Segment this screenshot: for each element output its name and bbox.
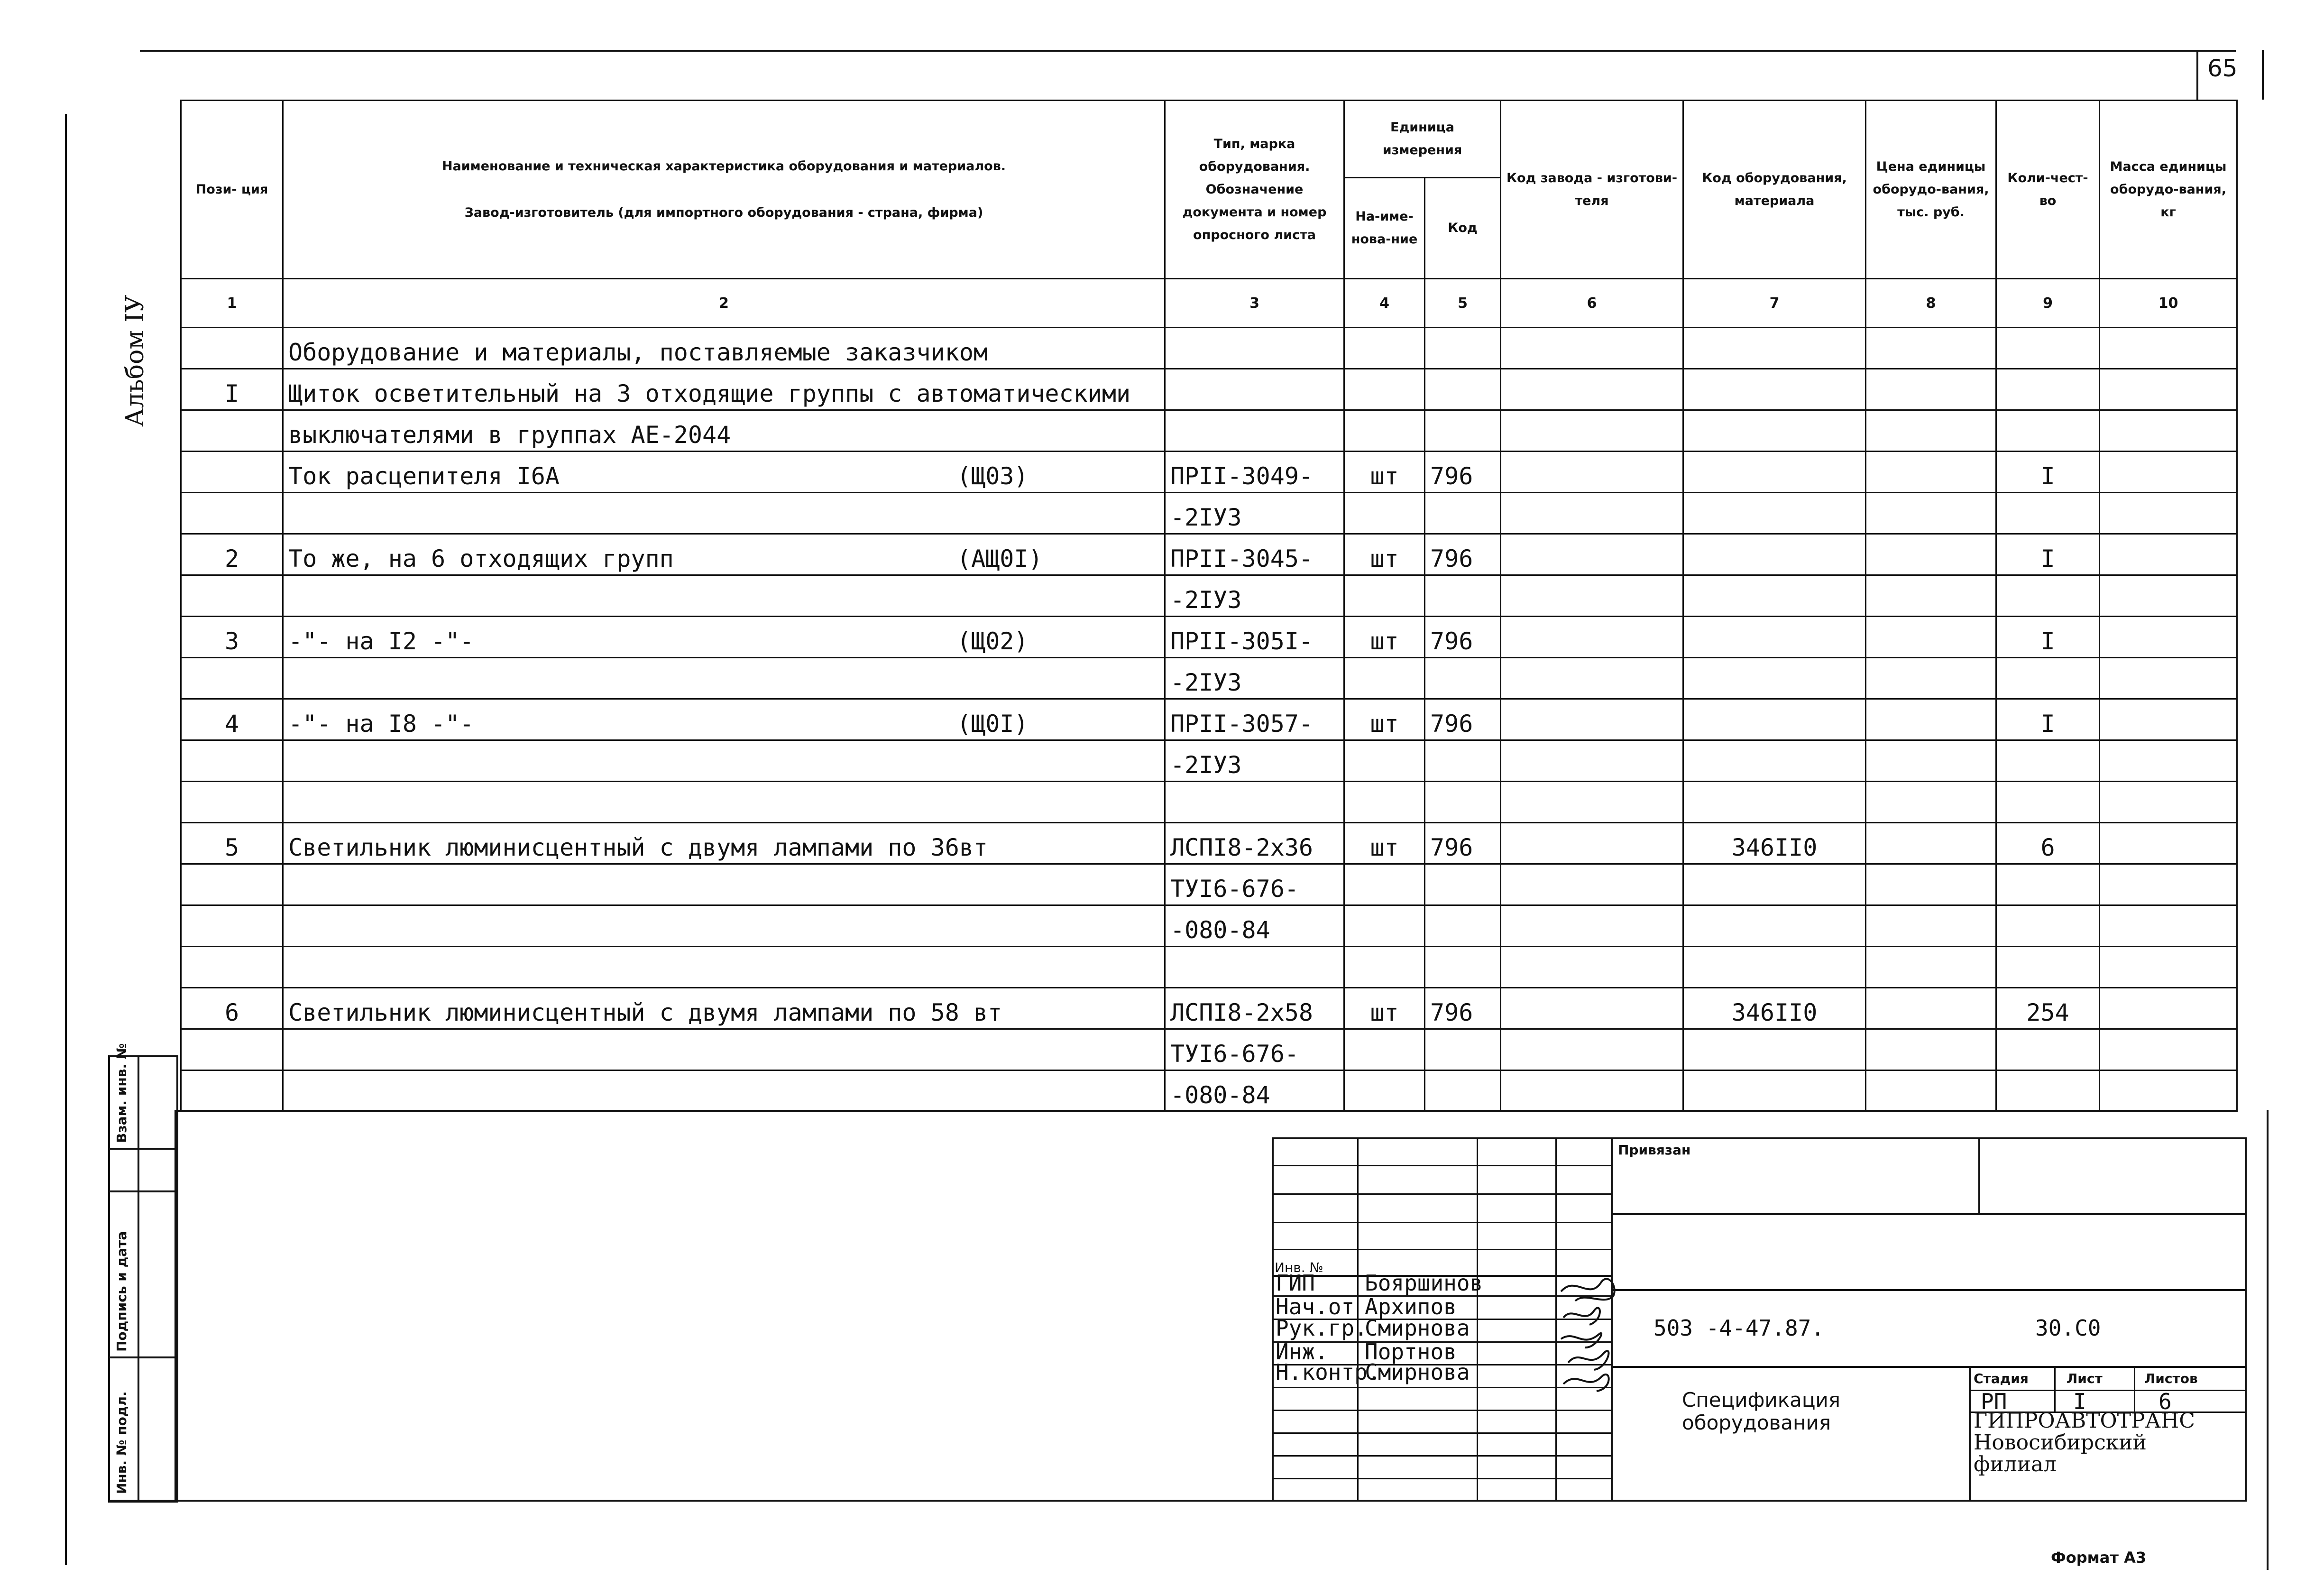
cell-equip-code: [1683, 905, 1866, 947]
cell-name: Щиток осветительный на 3 отходящие группы с автоматическими: [283, 369, 1165, 410]
cell-equip-code: [1683, 534, 1866, 575]
cell-equip-code: [1683, 947, 1866, 988]
cell-type: ЛСПI8-2x36: [1165, 823, 1344, 864]
tb-attached: Привязан: [1618, 1142, 1691, 1158]
cell-qty: [1996, 575, 2100, 617]
cell-unit-code: 796: [1425, 699, 1501, 740]
cell-pos: 5: [181, 823, 283, 864]
left-stamp-sep: [108, 1148, 175, 1150]
col-number: 7: [1683, 279, 1866, 328]
lower-area-top: [175, 1110, 2237, 1112]
table-row: [181, 575, 2237, 617]
tb-row: [1272, 1455, 1611, 1457]
cell-mass: [2100, 823, 2237, 864]
page-number-box-left: [2196, 50, 2198, 100]
cell-unit-code: [1425, 410, 1501, 452]
header-pos: Пози- ция: [181, 101, 283, 279]
cell-type: [1165, 328, 1344, 369]
cell-pos: [181, 1029, 283, 1070]
cell-mass: [2100, 328, 2237, 369]
cell-unit: шт: [1344, 617, 1425, 658]
table-row: [181, 699, 2237, 740]
cell-factory-code: [1501, 493, 1683, 534]
cell-unit: [1344, 658, 1425, 699]
organization: ГИПРОАВТОТРАНС Новосибирский филиал: [1974, 1409, 2195, 1476]
cell-pos: I: [181, 369, 283, 410]
cell-unit-code: 796: [1425, 988, 1501, 1029]
cell-qty: [1996, 328, 2100, 369]
cell-name: [283, 947, 1165, 988]
cell-type: [1165, 369, 1344, 410]
cell-mass: [2100, 782, 2237, 823]
cell-unit: [1344, 493, 1425, 534]
cell-unit: шт: [1344, 452, 1425, 493]
tb-row: [1272, 1222, 1611, 1223]
cell-unit-code: [1425, 947, 1501, 988]
cell-qty: [1996, 493, 2100, 534]
cell-price: [1866, 328, 1996, 369]
cell-mark: (Щ02): [957, 627, 1029, 655]
cell-unit-code: [1425, 864, 1501, 905]
cell-mark: (Щ0I): [957, 710, 1029, 738]
cell-unit-code: [1425, 782, 1501, 823]
cell-price: [1866, 988, 1996, 1029]
cell-price: [1866, 864, 1996, 905]
tb-person: Портнов: [1365, 1339, 1457, 1365]
col-number: 10: [2100, 279, 2237, 328]
table-row: [181, 328, 2237, 369]
col-number: 2: [283, 279, 1165, 328]
tb-stage-col: [2054, 1366, 2056, 1411]
cell-mass: [2100, 575, 2237, 617]
cell-equip-code: 346II0: [1683, 823, 1866, 864]
cell-unit: [1344, 905, 1425, 947]
cell-unit-code: 796: [1425, 534, 1501, 575]
cell-name: выключателями в группах АЕ-2044: [283, 410, 1165, 452]
cell-mass: [2100, 1070, 2237, 1112]
cell-unit: [1344, 947, 1425, 988]
cell-unit: [1344, 782, 1425, 823]
cell-mass: [2100, 1029, 2237, 1070]
cell-type: [1165, 782, 1344, 823]
doc-title: Спецификация оборудования: [1682, 1388, 1840, 1434]
cell-price: [1866, 369, 1996, 410]
cell-price: [1866, 699, 1996, 740]
tb-role: Инж.: [1276, 1339, 1328, 1365]
cell-equip-code: 346II0: [1683, 988, 1866, 1029]
sheet-label: Лист: [2067, 1371, 2103, 1386]
cell-unit: [1344, 864, 1425, 905]
sheet-value: I: [2073, 1389, 2086, 1414]
stamp-vzam-inv: Взам. инв. №: [114, 1043, 129, 1143]
cell-pos: [181, 740, 283, 782]
cell-pos: [181, 575, 283, 617]
cell-qty: I: [1996, 617, 2100, 658]
cell-unit: шт: [1344, 534, 1425, 575]
cell-unit-code: [1425, 493, 1501, 534]
tb-stage-left: [1969, 1366, 1971, 1501]
page-number-box-right: [2262, 50, 2264, 100]
header-mass: Масса единицы оборудо-вания, кг: [2100, 101, 2237, 279]
header-qty: Коли-чест-во: [1996, 101, 2100, 279]
col-number: 4: [1344, 279, 1425, 328]
cell-pos: [181, 782, 283, 823]
tb-attached-divider: [1978, 1137, 1980, 1213]
left-stamp-sep: [108, 1356, 175, 1358]
cell-mass: [2100, 369, 2237, 410]
title-block: [1272, 1137, 2247, 1501]
stamp-signature-date: Подпись и дата: [114, 1231, 129, 1352]
tb-inv-no: Инв. №: [1275, 1260, 1323, 1275]
tb-row: [1272, 1193, 1611, 1195]
cell-mass: [2100, 947, 2237, 988]
cell-unit-code: [1425, 658, 1501, 699]
cell-qty: [1996, 1070, 2100, 1112]
left-stamp-divider: [138, 1055, 139, 1501]
tb-row: [1272, 1432, 1611, 1434]
cell-pos: 3: [181, 617, 283, 658]
cell-unit-code: [1425, 1029, 1501, 1070]
cell-name: -"- на I8 -"- (Щ0I): [283, 699, 1165, 740]
tb-row: [1272, 1478, 1611, 1479]
table-row: [181, 410, 2237, 452]
table-row: [181, 988, 2237, 1029]
tb-person: Смирнова: [1365, 1315, 1470, 1341]
tb-row: [1272, 1410, 1611, 1411]
cell-price: [1866, 452, 1996, 493]
cell-type: -2IУ3: [1165, 740, 1344, 782]
tb-role: Нач.от: [1276, 1294, 1355, 1319]
col-number: 6: [1501, 279, 1683, 328]
cell-pos: 4: [181, 699, 283, 740]
cell-unit-code: 796: [1425, 617, 1501, 658]
cell-name: [283, 658, 1165, 699]
cell-equip-code: [1683, 658, 1866, 699]
cell-qty: I: [1996, 534, 2100, 575]
top-border: [140, 50, 2236, 52]
doc-code: 503 -4-47.87.: [1653, 1315, 1825, 1341]
cell-mass: [2100, 988, 2237, 1029]
table-row: [181, 1070, 2237, 1112]
cell-pos: [181, 947, 283, 988]
table-row: [181, 782, 2237, 823]
tb-row: [1272, 1165, 1611, 1166]
cell-mass: [2100, 617, 2237, 658]
cell-qty: [1996, 369, 2100, 410]
cell-equip-code: [1683, 575, 1866, 617]
cell-factory-code: [1501, 947, 1683, 988]
cell-equip-code: [1683, 328, 1866, 369]
cell-qty: [1996, 947, 2100, 988]
cell-price: [1866, 905, 1996, 947]
cell-price: [1866, 617, 1996, 658]
cell-pos: 2: [181, 534, 283, 575]
cell-name: [283, 905, 1165, 947]
cell-factory-code: [1501, 1029, 1683, 1070]
cell-factory-code: [1501, 452, 1683, 493]
cell-unit-code: [1425, 575, 1501, 617]
cell-price: [1866, 493, 1996, 534]
cell-equip-code: [1683, 452, 1866, 493]
cell-type: -080-84: [1165, 905, 1344, 947]
col-number: 3: [1165, 279, 1344, 328]
cell-qty: [1996, 740, 2100, 782]
cell-factory-code: [1501, 699, 1683, 740]
cell-factory-code: [1501, 658, 1683, 699]
cell-mass: [2100, 534, 2237, 575]
cell-equip-code: [1683, 782, 1866, 823]
cell-factory-code: [1501, 534, 1683, 575]
sheet-code: 30.С0: [2035, 1315, 2101, 1341]
cell-mark: (АЩ0I): [957, 545, 1043, 572]
cell-unit: [1344, 1070, 1425, 1112]
cell-factory-code: [1501, 410, 1683, 452]
header-name-line2: Завод-изготовитель (для импортного оборудования - страна, фирма): [464, 205, 983, 220]
cell-type: ЛСПI8-2x58: [1165, 988, 1344, 1029]
tb-stage-col: [2134, 1366, 2135, 1411]
tb-role: Н.контр.: [1276, 1359, 1381, 1385]
header-factory-code: Код завода - изготови-теля: [1501, 101, 1683, 279]
table-row: [181, 864, 2237, 905]
cell-name: [283, 864, 1165, 905]
cell-price: [1866, 575, 1996, 617]
table-row: [181, 823, 2237, 864]
table-row: [181, 905, 2237, 947]
cell-unit: шт: [1344, 988, 1425, 1029]
header-unit: Единица измерения: [1344, 101, 1501, 178]
cell-qty: [1996, 905, 2100, 947]
cell-pos: [181, 864, 283, 905]
cell-name: -"- на I2 -"- (Щ02): [283, 617, 1165, 658]
cell-factory-code: [1501, 369, 1683, 410]
tb-row: [1611, 1289, 2246, 1291]
header-name-line1: Наименование и техническая характеристика оборудования и материалов.: [441, 158, 1006, 174]
tb-right: [2245, 1137, 2247, 1501]
cell-type: -2IУ3: [1165, 493, 1344, 534]
cell-name: Оборудование и материалы, поставляемые заказчиком: [283, 328, 1165, 369]
header-equip-code: Код оборудования, материала: [1683, 101, 1866, 279]
cell-pos: [181, 410, 283, 452]
cell-qty: [1996, 864, 2100, 905]
tb-top: [1272, 1137, 2247, 1139]
cell-pos: 6: [181, 988, 283, 1029]
cell-factory-code: [1501, 988, 1683, 1029]
cell-price: [1866, 782, 1996, 823]
cell-unit: [1344, 740, 1425, 782]
page-number: 65: [2207, 55, 2238, 82]
table-row: [181, 369, 2237, 410]
tb-person: Смирнова: [1365, 1359, 1470, 1385]
cell-mass: [2100, 658, 2237, 699]
table-row: [181, 1029, 2237, 1070]
cell-factory-code: [1501, 905, 1683, 947]
cell-type: ПРII-3057-: [1165, 699, 1344, 740]
cell-name: Ток расцепителя I6A (Щ03): [283, 452, 1165, 493]
cell-mass: [2100, 452, 2237, 493]
cell-type: ТУI6-676-: [1165, 864, 1344, 905]
cell-pos: [181, 452, 283, 493]
cell-name: [283, 493, 1165, 534]
header-name: [283, 101, 1165, 279]
cell-type: -080-84: [1165, 1070, 1344, 1112]
cell-qty: I: [1996, 452, 2100, 493]
cell-name: [283, 740, 1165, 782]
cell-equip-code: [1683, 740, 1866, 782]
cell-type: [1165, 410, 1344, 452]
cell-name: [283, 575, 1165, 617]
header-type: Тип, марка оборудования. Обозначение документа и номер опросного листа: [1165, 101, 1344, 279]
cell-qty: [1996, 782, 2100, 823]
cell-price: [1866, 740, 1996, 782]
col-number: 1: [181, 279, 283, 328]
tb-person: Бояршинов: [1365, 1270, 1483, 1296]
tb-row: [1272, 1249, 1611, 1250]
cell-qty: 6: [1996, 823, 2100, 864]
album-label: Альбом IУ: [121, 295, 149, 427]
cell-unit-code: [1425, 1070, 1501, 1112]
table-row: [181, 617, 2237, 658]
header-price: Цена единицы оборудо-вания, тыс. руб.: [1866, 101, 1996, 279]
tb-role: ГИП: [1276, 1270, 1315, 1296]
cell-equip-code: [1683, 369, 1866, 410]
left-stamp-sep: [108, 1190, 175, 1192]
cell-pos: [181, 1070, 283, 1112]
spec-table: [180, 100, 2238, 1112]
cell-type: ТУI6-676-: [1165, 1029, 1344, 1070]
cell-pos: [181, 493, 283, 534]
cell-unit: [1344, 328, 1425, 369]
cell-unit: [1344, 575, 1425, 617]
cell-type: ПРII-305I-: [1165, 617, 1344, 658]
cell-factory-code: [1501, 782, 1683, 823]
col-number: 8: [1866, 279, 1996, 328]
cell-factory-code: [1501, 823, 1683, 864]
cell-equip-code: [1683, 864, 1866, 905]
cell-mass: [2100, 905, 2237, 947]
cell-price: [1866, 1029, 1996, 1070]
cell-factory-code: [1501, 617, 1683, 658]
cell-unit-code: 796: [1425, 452, 1501, 493]
cell-unit-code: [1425, 369, 1501, 410]
tb-person: Архипов: [1365, 1294, 1457, 1319]
signatures: [1556, 1273, 1632, 1396]
cell-unit: [1344, 369, 1425, 410]
spec-body: [181, 328, 2237, 1112]
cell-mark: (Щ03): [957, 462, 1029, 490]
cell-mass: [2100, 699, 2237, 740]
cell-price: [1866, 410, 1996, 452]
stage-value: РП: [1981, 1389, 2007, 1414]
cell-price: [1866, 658, 1996, 699]
cell-factory-code: [1501, 1070, 1683, 1112]
col-number: 9: [1996, 279, 2100, 328]
table-row: [181, 493, 2237, 534]
cell-name: [283, 1070, 1165, 1112]
tb-row: [1611, 1366, 2246, 1368]
tb-stage-row: [1969, 1390, 2246, 1391]
cell-price: [1866, 534, 1996, 575]
cell-qty: [1996, 658, 2100, 699]
cell-equip-code: [1683, 493, 1866, 534]
cell-factory-code: [1501, 864, 1683, 905]
cell-qty: [1996, 410, 2100, 452]
cell-type: ПРII-3045-: [1165, 534, 1344, 575]
cell-unit: [1344, 1029, 1425, 1070]
cell-unit-code: 796: [1425, 823, 1501, 864]
header-unit-name: На-име-нова-ние: [1344, 178, 1425, 279]
cell-price: [1866, 1070, 1996, 1112]
sheets-label: Листов: [2144, 1371, 2198, 1386]
cell-factory-code: [1501, 740, 1683, 782]
tb-row: [1611, 1213, 2246, 1215]
cell-price: [1866, 947, 1996, 988]
right-page-line: [2267, 1110, 2269, 1570]
cell-pos: [181, 658, 283, 699]
cell-mass: [2100, 493, 2237, 534]
stage-label: Стадия: [1974, 1371, 2029, 1386]
cell-mass: [2100, 410, 2237, 452]
cell-type: [1165, 947, 1344, 988]
sheets-value: 6: [2159, 1389, 2172, 1414]
cell-qty: [1996, 1029, 2100, 1070]
cell-unit: шт: [1344, 823, 1425, 864]
stamp-inv-podl: Инв. № подл.: [114, 1391, 129, 1494]
cell-name: [283, 782, 1165, 823]
cell-equip-code: [1683, 410, 1866, 452]
cell-pos: [181, 328, 283, 369]
cell-type: -2IУ3: [1165, 575, 1344, 617]
cell-qty: I: [1996, 699, 2100, 740]
cell-unit-code: [1425, 905, 1501, 947]
cell-equip-code: [1683, 617, 1866, 658]
table-row: [181, 658, 2237, 699]
cell-price: [1866, 823, 1996, 864]
cell-name: То же, на 6 отходящих групп (АЩ0I): [283, 534, 1165, 575]
lower-area-left: [175, 1110, 176, 1501]
cell-name: [283, 1029, 1165, 1070]
cell-unit-code: [1425, 328, 1501, 369]
format-label: Формат А3: [2051, 1549, 2147, 1567]
cell-unit: шт: [1344, 699, 1425, 740]
tb-role: Рук.гр.: [1276, 1315, 1368, 1341]
left-page-line: [65, 114, 67, 1565]
cell-equip-code: [1683, 1029, 1866, 1070]
cell-equip-code: [1683, 699, 1866, 740]
table-row: [181, 947, 2237, 988]
cell-name: Светильник люминисцентный с двумя лампами по 36вт: [283, 823, 1165, 864]
cell-qty: 254: [1996, 988, 2100, 1029]
header-unit-code: Код: [1425, 178, 1501, 279]
cell-mass: [2100, 864, 2237, 905]
table-row: [181, 740, 2237, 782]
cell-unit-code: [1425, 740, 1501, 782]
cell-name: Светильник люминисцентный с двумя лампами по 58 вт: [283, 988, 1165, 1029]
cell-unit: [1344, 410, 1425, 452]
col-number: 5: [1425, 279, 1501, 328]
table-row: [181, 452, 2237, 493]
cell-factory-code: [1501, 575, 1683, 617]
cell-pos: [181, 905, 283, 947]
cell-mass: [2100, 740, 2237, 782]
table-row: [181, 534, 2237, 575]
cell-type: -2IУ3: [1165, 658, 1344, 699]
cell-equip-code: [1683, 1070, 1866, 1112]
cell-type: ПРII-3049-: [1165, 452, 1344, 493]
cell-factory-code: [1501, 328, 1683, 369]
